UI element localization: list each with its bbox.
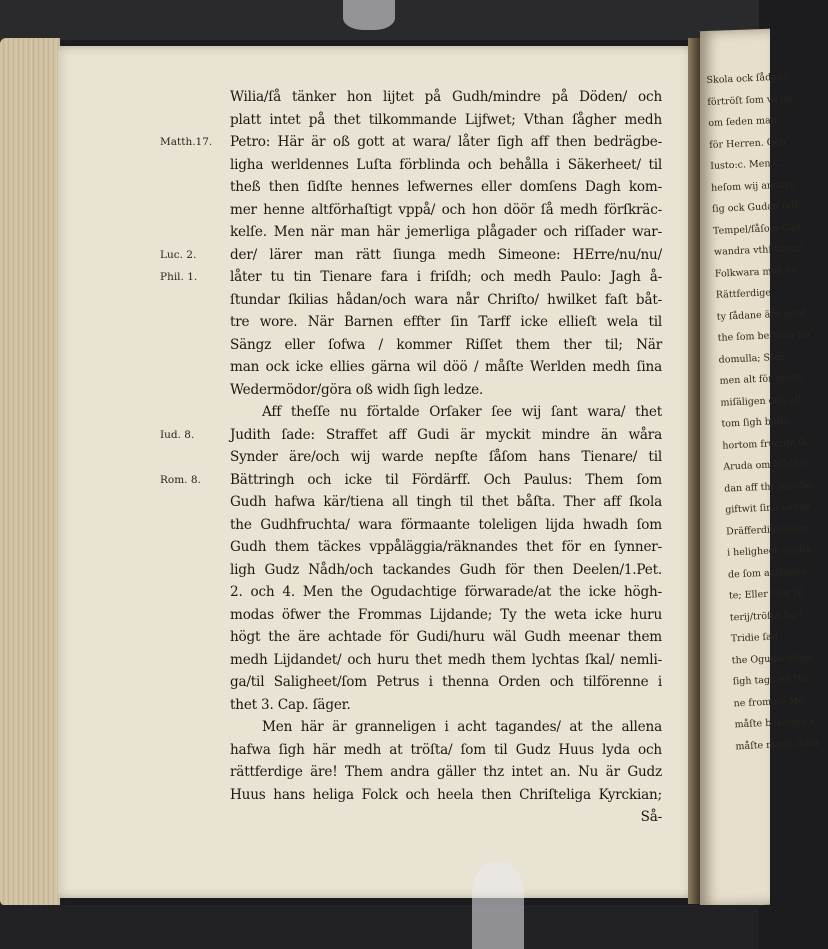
text-line: Wedermödor/göra oß widh ſigh ledze. (230, 381, 484, 398)
facing-page-line: miſäligen och aff (720, 393, 802, 409)
text-line: Petro: Här är oß gott at wara/ låter ſigh aff then bedrägbe- (230, 134, 662, 150)
text-line: platt intet på thet tilkommande Lijfwet; Vthan ſågher medh (230, 111, 662, 128)
text-line: hafwa ſigh här medh at tröſta/ ſom til Gudz Huus lyda och (230, 741, 662, 758)
text-line: Aff theſſe nu förtalde Orſaker ſee wij ſant wara/ thet (262, 404, 662, 420)
page-edges (0, 38, 60, 906)
margin-reference: Iud. 8. (160, 428, 195, 441)
facing-page-line: Dräfferdigheeter (725, 522, 808, 538)
facing-page-line: te; Eller ther til (728, 587, 805, 602)
text-line: modas öfwer the Frommas Lijdande; Ty the weta icke huru (230, 606, 662, 623)
facing-page-line: Tridie ſag (730, 631, 778, 645)
text-line: Huus hans heliga Folck och heela then Chriſteliga Kyrckian; (230, 786, 662, 803)
facing-page-line: ſig ock Gudan ſaſt (711, 200, 799, 215)
text-line: ligh Gudz Nådh/och tackandes Gudh för then Deelen/1.Pet. (230, 561, 662, 578)
facing-page-line: för Herren. Och (709, 136, 787, 151)
text-line: medh Lijdandet/ och huru thet medh them lychtas ſkal/ nemli- (230, 651, 662, 668)
page-clip-top (343, 0, 395, 30)
facing-page-line: terij/tröſta ſig f (729, 608, 803, 623)
text-line: Sängz eller ſofwa / kommer Riſſet them ther til; När (230, 336, 662, 353)
margin-reference: Phil. 1. (160, 271, 198, 283)
facing-page-line: förtröſt ſom ve de (707, 92, 793, 108)
text-line: 2. och 4. Men the Ogudachtige förwarade/at the icke högh- (230, 584, 662, 600)
facing-page-line: ſigh taga en We (732, 673, 809, 688)
facing-page-line: om ſeden man (708, 114, 778, 129)
facing-page-line: domulla; Som (718, 351, 785, 366)
facing-page-line: the Ogudachtiga (731, 651, 813, 666)
text-line: mer henne altförhaſtigt vppå/ och hon döör ſå medh förſkräc- (230, 201, 662, 218)
facing-page-line: dan aff the medSo (724, 479, 813, 495)
text-line: Gudh them täckes vppåläggia/räknandes thet för en ſynner- (230, 539, 662, 555)
margin-reference: Rom. 8. (160, 473, 201, 486)
text-line: thet 3. Cap. ſäger. (230, 696, 351, 713)
facing-page-line: ne fromme Me (733, 694, 805, 709)
text-line: låter tu tin Tienare fara i friſdh; och medh Paulo: Jagh å- (230, 269, 662, 285)
facing-page-line: ty ſådane äre intet (716, 307, 807, 323)
facing-page-line: hortom fruchta ſk (722, 436, 808, 452)
text-line: Så- (640, 809, 662, 825)
text-line: Judith ſade: Straffet aff Gudi är myckit mindre än wåra (230, 426, 662, 443)
facing-page-line: Rättferdige (715, 287, 772, 301)
page-clip-bottom (472, 862, 524, 949)
facing-page-line: de ſom antingen (727, 565, 807, 581)
text-line: Synder äre/och wij warde nepſte ſåſom hans Tienare/ til (230, 449, 662, 465)
margin-reference: Luc. 2. (160, 248, 197, 261)
text-line: theß then ſidſte hennes lefwernes eller domſens Dagh kom- (230, 179, 662, 195)
text-line: kelſe. Men när man här jemerliga plågader och riſſader war- (230, 224, 662, 240)
facing-page-line: men alt för ſeent/ (719, 372, 804, 387)
text-line: rättferdige äre! Them andra gäller thz intet an. Nu är Gudz (230, 764, 662, 780)
facing-page-line: wandra vthi them/ (713, 242, 803, 258)
text-line: ga/til Saligheet/ſom Petrus i thenna Orden och tilförenne i (230, 674, 662, 690)
facing-page-line: tom ſigh bidia. (721, 415, 792, 430)
text-line: Bättringh och icke til Fördärff. Och Paulus: Them ſom (230, 471, 662, 488)
facing-page-line: måſte medh ſtoor (735, 737, 820, 752)
facing-page-line: the ſom beſtima ſin (717, 328, 811, 344)
text-line: Gudh hafwa kär/tiena all tingh til thet båſta. Ther aff ſkola (230, 494, 662, 510)
facing-page-line: heſom wij annars (710, 178, 795, 194)
text-line: the Gudhfruchta/ wara förmaante toleligen lijda hwadh ſom (230, 516, 662, 533)
facing-page-line: Skola ock ſådane (706, 71, 789, 86)
text-line: tre wore. När Barnen effter ſin Tarff icke ellieſt wela til (230, 314, 662, 330)
facing-page-line: Folkwara mitt Fo (714, 264, 798, 280)
text-line: ſtundar ſkilias hådan/och wara når Chriſto/ hwilket faſt båt- (230, 291, 662, 308)
facing-page-line: Tempel/ſåſom Gud (712, 221, 802, 237)
text-line: der/ lärer man rätt ſiunga medh Simeone: HErre/nu/nu/ (230, 246, 662, 263)
facing-page-line: giftwit ſina Lemm (724, 500, 812, 516)
margin-reference: Matth.17. (160, 136, 213, 148)
text-line: högt the äre achtade för Gudi/huru wäl Gudh meenar them (230, 629, 662, 645)
text-line: Wilia/ſå tänker hon lijtet på Gudh/mindre på Döden/ och (230, 89, 662, 105)
facing-page-line: Iusto:c. Men C (709, 157, 781, 172)
facing-page-line: Aruda om Nådh o (723, 457, 809, 473)
main-text-block (230, 86, 662, 829)
facing-page-line: i heligheet ochRä (726, 543, 812, 559)
text-line: man ock icke ellies gärna wil döö / måſte Werlden medh ſina (230, 359, 662, 375)
text-line: Men här är granneligen i acht tagandes/ at the allena (262, 719, 662, 735)
scanner-background-bottom (0, 905, 759, 949)
facing-page-line: måſte bekänna a (734, 715, 816, 731)
text-line: ligha werldennes Luſta förblinda och behålla i Säkerheet/ til (230, 156, 662, 173)
